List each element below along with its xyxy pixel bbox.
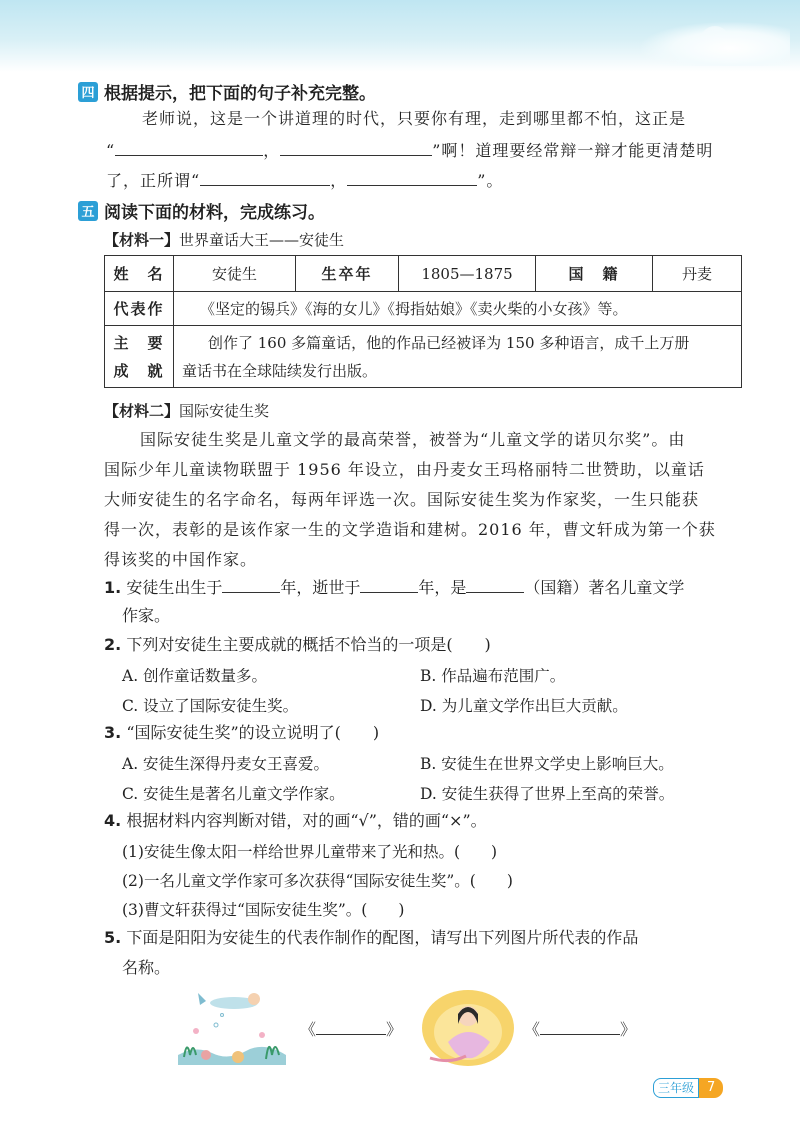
q1-blank-nation[interactable] [466, 576, 524, 593]
answer-book-2[interactable]: 《 》 [524, 1020, 637, 1039]
q1-blank-death[interactable] [360, 576, 418, 593]
q4-item-1[interactable]: (1)安徒生像太阳一样给世界儿童带来了光和热。( ) [122, 843, 498, 861]
q3-option-c[interactable]: C. 安徒生是著名儿童文学作家。 [122, 785, 345, 803]
coral [201, 1050, 211, 1060]
life-header: 生卒年 [296, 256, 399, 292]
header-banner [0, 0, 800, 72]
q3-option-a[interactable]: A. 安徒生深得丹麦女王喜爱。 [122, 755, 330, 773]
sec4-line3: 了，正所谓“ ， ”。 [106, 171, 504, 190]
mermaid-head [248, 993, 260, 1005]
life-value: 1805—1875 [399, 256, 536, 292]
question-2: 2. 下列对安徒生主要成就的概括不恰当的一项是( ) [104, 635, 491, 654]
q3-option-b[interactable]: B. 安徒生在世界文学史上影响巨大。 [420, 755, 674, 773]
section-5-badge: 五 [78, 201, 98, 221]
nation-value: 丹麦 [653, 256, 742, 292]
q1-blank-birth[interactable] [222, 576, 280, 593]
section-4-title: 根据提示，把下面的句子补充完整。 [104, 84, 376, 104]
sec4-line1: 老师说，这是一个讲道理的时代，只要你有理，走到哪里都不怕，这正是 [142, 109, 687, 128]
nation-header: 国 籍 [536, 256, 653, 292]
material-2-line-1: 国际安徒生奖是儿童文学的最高荣誉，被誉为“儿童文学的诺贝尔奖”。由 [140, 430, 686, 449]
material-2-line-4: 得一次，表彰的是该作家一生的文学造诣和建树。2016 年，曹文轩成为第一个获 [104, 520, 716, 539]
question-1-cont: 作家。 [122, 606, 171, 625]
question-5: 5. 下面是阳阳为安徒生的代表作制作的配图，请写出下列图片所代表的作品 [104, 928, 639, 947]
question-3: 3. “国际安徒生奖”的设立说明了( ) [104, 723, 380, 742]
thumbelina-illustration [418, 982, 518, 1072]
material-2-line-2: 国际少年儿童读物联盟于 1956 年设立，由丹麦女王玛格丽特二世赞助，以童话 [104, 460, 705, 479]
section-4-badge: 四 [78, 82, 98, 102]
section-5-title: 阅读下面的材料，完成练习。 [104, 203, 325, 223]
material-2-line-3: 大师安徒生的名字命名，每两年评选一次。国际安徒生奖为作家奖，一生只能获 [104, 490, 700, 509]
q4-item-2[interactable]: (2)一名儿童文学作家可多次获得“国际安徒生奖”。( ) [122, 872, 513, 890]
mermaid-illustration [176, 985, 288, 1065]
works-header: 代表作 [105, 292, 174, 326]
blank-4-2[interactable] [280, 139, 432, 156]
coral-2 [232, 1051, 244, 1063]
blank-4-1[interactable] [115, 139, 263, 156]
page-number: 7 [699, 1078, 723, 1098]
blank-4-3[interactable] [200, 169, 330, 186]
question-5-cont: 名称。 [122, 958, 171, 977]
achievement-value: 创作了 160 多篇童话，他的作品已经被译为 150 多种语言，成千上万册 童话书在全球陆续发行出版。 [174, 326, 742, 388]
sec4-line2: “ ， ”啊！道理要经常辩一辩才能更清楚明 [106, 141, 714, 160]
q2-option-b[interactable]: B. 作品遍布范围广。 [420, 667, 566, 685]
blank-4-4[interactable] [347, 169, 477, 186]
q2-option-d[interactable]: D. 为儿童文学作出巨大贡献。 [420, 697, 628, 715]
material-1-heading: 【材料一】世界童话大王——安徒生 [104, 231, 345, 249]
andersen-info-table [104, 255, 742, 388]
q2-option-c[interactable]: C. 设立了国际安徒生奖。 [122, 697, 299, 715]
question-1: 1. 安徒生出生于 年，逝世于 年，是 （国籍）著名儿童文学 [104, 578, 685, 597]
name-header: 姓 名 [105, 256, 174, 292]
page-footer [653, 1078, 723, 1098]
material-2-line-5: 得该奖的中国作家。 [104, 550, 258, 569]
grade-label: 三年级 [653, 1078, 699, 1098]
name-value: 安徒生 [174, 256, 296, 292]
achievement-header: 主 要 成 就 [105, 326, 174, 388]
section-5-heading [78, 198, 325, 223]
answer-book-1[interactable]: 《 》 [300, 1020, 403, 1039]
q3-option-d[interactable]: D. 安徒生获得了世界上至高的荣誉。 [420, 785, 675, 803]
q2-option-a[interactable]: A. 创作童话数量多。 [122, 667, 268, 685]
question-4: 4. 根据材料内容判断对错，对的画“√”，错的画“×”。 [104, 811, 487, 830]
section-4-heading [78, 79, 376, 104]
works-value: 《坚定的锡兵》《海的女儿》《拇指姑娘》《卖火柴的小女孩》等。 [174, 292, 742, 326]
material-2-heading: 【材料二】国际安徒生奖 [104, 402, 270, 420]
q4-item-3[interactable]: (3)曹文轩获得过“国际安徒生奖”。( ) [122, 901, 405, 919]
cloud-decoration [640, 22, 790, 66]
